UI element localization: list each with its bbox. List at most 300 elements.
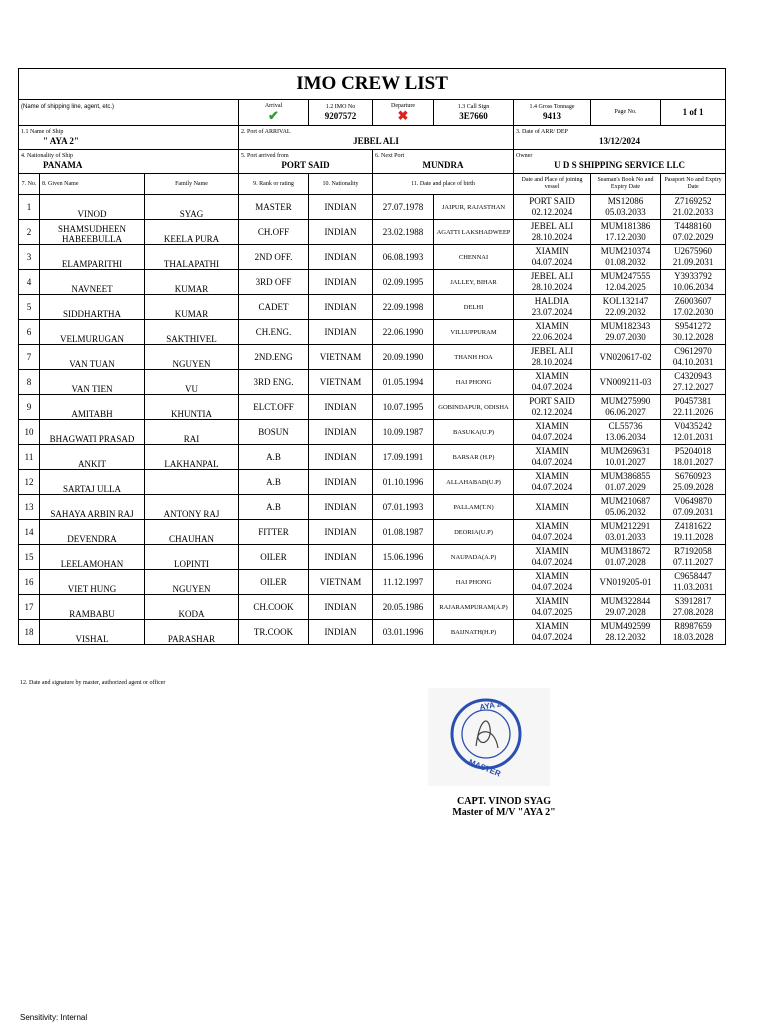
shipping-line-cell: [19, 100, 239, 126]
crew-passport-no: V0649870: [674, 496, 713, 506]
crew-passport: [661, 495, 726, 520]
crew-dob: [373, 595, 434, 620]
crew-no: [19, 595, 40, 620]
crew-seaman-book: [591, 245, 661, 270]
crew-joining: [514, 620, 591, 645]
crew-no-value: 10: [24, 427, 34, 437]
crew-pob-value: BARSAR (H.P): [452, 453, 495, 461]
crew-rank: [239, 345, 309, 370]
crew-nationality-value: INDIAN: [324, 477, 357, 487]
owner-cell: [514, 150, 726, 174]
crew-passport-exp: 22.11.2026: [672, 407, 714, 417]
nationality-value: PANAMA: [43, 159, 83, 170]
crew-seaman-exp: 06.06.2027: [605, 407, 646, 417]
crew-row: [19, 270, 726, 295]
crew-dob-value: 27.07.1978: [382, 202, 424, 212]
crew-join-place: XIAMIN: [535, 446, 569, 456]
crew-no-value: 18: [24, 627, 34, 637]
crew-family-name: [145, 220, 239, 245]
crew-seaman-exp: 05.03.2033: [605, 207, 646, 217]
crew-passport: [661, 395, 726, 420]
crew-family-name-value: VU: [185, 384, 198, 394]
crew-pob: [434, 445, 514, 470]
crew-seaman-no: VN009211-03: [599, 376, 652, 387]
crew-nationality-value: INDIAN: [324, 402, 357, 412]
crew-family-name-value: LAKHANPAL: [164, 459, 219, 469]
crew-given-name: [40, 345, 145, 370]
crew-family-name: [145, 570, 239, 595]
crew-nationality-value: VIETNAM: [319, 577, 362, 587]
arrival-label: Arrival: [264, 103, 283, 109]
crew-seaman-no: MUM322844: [600, 596, 651, 606]
page-no-value: 1 of 1: [682, 107, 704, 117]
crew-joining: [514, 195, 591, 220]
crew-rank: [239, 370, 309, 395]
crew-passport-no: P0457381: [674, 396, 712, 406]
crew-nationality: [309, 495, 373, 520]
column-header-family: Family Name: [145, 174, 239, 195]
crew-family-name: [145, 495, 239, 520]
crew-no: [19, 270, 40, 295]
crew-dob: [373, 445, 434, 470]
crew-dob: [373, 195, 434, 220]
crew-seaman-exp: 29.07.2030: [605, 332, 646, 342]
crew-join-date: 23.07.2024: [531, 307, 573, 317]
crew-joining: [514, 220, 591, 245]
crew-nationality-value: INDIAN: [324, 277, 357, 287]
crew-given-name-value: SHAMSUDHEEN HABEEBULLA: [57, 224, 126, 244]
crew-given-name: [40, 495, 145, 520]
crew-seaman-no: MUM210374: [600, 246, 651, 256]
crew-pob: [434, 620, 514, 645]
crew-seaman-book: [591, 370, 661, 395]
crew-given-name-value: VAN TIEN: [71, 384, 113, 394]
column-header-birth: 11. Date and place of birth: [373, 174, 514, 195]
crew-passport: [661, 545, 726, 570]
crew-pob-value: VILLUPPURAM: [450, 328, 497, 336]
crew-seaman-no: MUM182343: [600, 321, 651, 331]
crew-given-name-value: VAN TUAN: [69, 359, 115, 369]
crew-seaman-book: [591, 320, 661, 345]
crew-list-document: [18, 68, 725, 645]
crew-no-value: 11: [24, 452, 34, 462]
crew-row: [19, 220, 726, 245]
crew-dob: [373, 545, 434, 570]
owner-value: U D S SHIPPING SERVICE LLC: [554, 159, 686, 170]
crew-nationality: [309, 520, 373, 545]
column-header-no: 7. No.: [19, 174, 40, 195]
crew-family-name: [145, 195, 239, 220]
master-stamp-seal: [428, 688, 550, 786]
crew-rank-value: CH.OFF: [257, 227, 290, 237]
crew-dob: [373, 320, 434, 345]
crew-row: [19, 320, 726, 345]
crew-pob: [434, 320, 514, 345]
crew-pob: [434, 220, 514, 245]
port-arrival-value: JEBEL ALI: [353, 135, 399, 146]
crew-rank: [239, 545, 309, 570]
crew-nationality: [309, 245, 373, 270]
crew-family-name: [145, 320, 239, 345]
crew-passport: [661, 195, 726, 220]
ship-name-cell: [19, 126, 239, 150]
crew-join-date: 04.07.2024: [531, 632, 573, 642]
next-port-label: 6. Next Port: [375, 152, 405, 159]
crew-dob: [373, 420, 434, 445]
crew-family-name-value: RAI: [183, 434, 200, 444]
crew-pob: [434, 270, 514, 295]
crew-seaman-exp: 22.09.2032: [605, 307, 646, 317]
crew-row: [19, 195, 726, 220]
crew-dob: [373, 495, 434, 520]
call-sign-value: 3E7660: [459, 110, 488, 121]
crew-dob-value: 01.10.1996: [382, 477, 424, 487]
crew-seaman-no: MUM275990: [600, 396, 651, 406]
crew-dob-value: 07.01.1993: [382, 502, 424, 512]
crew-dob-value: 10.09.1987: [382, 427, 424, 437]
crew-join-place: XIAMIN: [535, 501, 569, 512]
port-arrival-cell: [239, 126, 514, 150]
crew-family-name: [145, 295, 239, 320]
crew-seaman-exp: 28.12.2032: [605, 632, 646, 642]
crew-nationality: [309, 270, 373, 295]
crew-seaman-no: MUM492599: [600, 621, 651, 631]
crew-rank-value: TR.COOK: [253, 627, 294, 637]
crew-dob-value: 20.09.1990: [382, 352, 424, 362]
crew-joining: [514, 595, 591, 620]
crew-family-name: [145, 520, 239, 545]
crew-given-name-value: VISHAL: [75, 634, 109, 644]
crew-family-name: [145, 545, 239, 570]
crew-seaman-no: VN020617-02: [599, 351, 652, 362]
crew-pob: [434, 545, 514, 570]
crew-rank: [239, 570, 309, 595]
crew-seaman-book: [591, 545, 661, 570]
crew-join-date: 04.07.2024: [531, 432, 573, 442]
crew-passport: [661, 520, 726, 545]
crew-rank-value: 2ND OFF.: [254, 252, 293, 262]
nationality-label: 4. Nationality of Ship: [21, 152, 73, 159]
crew-pob-value: NAUPADA(A.P): [450, 553, 497, 561]
crew-given-name: [40, 570, 145, 595]
crew-given-name-value: VIET HUNG: [67, 584, 117, 594]
crew-row: [19, 470, 726, 495]
crew-seaman-book: [591, 495, 661, 520]
crew-no-value: 14: [24, 527, 34, 537]
crew-no-value: 7: [26, 352, 32, 362]
crew-family-name: [145, 370, 239, 395]
crew-nationality-value: INDIAN: [324, 227, 357, 237]
crew-family-name-value: PARASHAR: [167, 634, 216, 644]
crew-nationality-value: INDIAN: [324, 427, 357, 437]
crew-join-place: JEBEL ALI: [530, 346, 574, 356]
crew-dob-value: 01.08.1987: [382, 527, 424, 537]
crew-passport: [661, 320, 726, 345]
crew-family-name: [145, 595, 239, 620]
crew-nationality: [309, 220, 373, 245]
crew-dob-value: 03.01.1996: [382, 627, 424, 637]
crew-pob: [434, 570, 514, 595]
crew-seaman-no: MS12086: [607, 196, 644, 206]
crew-row: [19, 370, 726, 395]
owner-label: Owner: [516, 152, 533, 159]
crew-dob: [373, 620, 434, 645]
crew-joining: [514, 420, 591, 445]
crew-join-date: 04.07.2024: [531, 482, 573, 492]
crew-passport-no: R8987659: [674, 621, 712, 631]
crew-join-place: JEBEL ALI: [530, 221, 574, 231]
page-no-label: Page No.: [614, 109, 637, 115]
crew-given-name: [40, 395, 145, 420]
crew-row: [19, 445, 726, 470]
crew-given-name: [40, 445, 145, 470]
call-sign-cell: [434, 100, 514, 126]
signature-note: 12. Date and signature by master, authorized agent or officer: [20, 680, 166, 686]
crew-given-name-value: VELMURUGAN: [60, 334, 124, 344]
crew-rank-value: A.B: [266, 502, 281, 512]
crew-join-place: XIAMIN: [535, 521, 569, 531]
gross-tonnage-value: 9413: [543, 110, 561, 121]
crew-passport-exp: 17.02.2030: [672, 307, 714, 317]
crew-passport: [661, 345, 726, 370]
crew-no: [19, 520, 40, 545]
crew-join-place: XIAMIN: [535, 596, 569, 606]
crew-seaman-no: MUM269631: [600, 446, 651, 456]
crew-pob-value: DELHI: [463, 303, 484, 311]
crew-seaman-book: [591, 270, 661, 295]
crew-no: [19, 345, 40, 370]
crew-family-name-value: SYAG: [179, 209, 204, 219]
crew-passport-exp: 27.08.2028: [672, 607, 714, 617]
crew-passport: [661, 620, 726, 645]
crew-passport: [661, 420, 726, 445]
crew-no: [19, 195, 40, 220]
crew-no-value: 2: [26, 227, 32, 237]
crew-dob-value: 17.09.1991: [382, 452, 424, 462]
crew-dob-value: 10.07.1995: [382, 402, 424, 412]
crew-no-value: 5: [26, 302, 32, 312]
crew-passport-exp: 27.12.2027: [672, 382, 714, 392]
stamp-text-top: AYA 2: [478, 699, 502, 712]
crew-joining: [514, 320, 591, 345]
crew-passport: [661, 220, 726, 245]
crew-rank: [239, 520, 309, 545]
crew-joining: [514, 545, 591, 570]
date-label: 3. Date of ARR/ DEP: [516, 128, 568, 135]
crew-rank-value: A.B: [266, 477, 281, 487]
crew-pob: [434, 345, 514, 370]
crew-passport-no: U2675960: [674, 246, 713, 256]
crew-no-value: 12: [24, 477, 34, 487]
crew-join-place: JEBEL ALI: [530, 271, 574, 281]
crew-row: [19, 420, 726, 445]
crew-nationality: [309, 470, 373, 495]
crew-given-name: [40, 320, 145, 345]
page-no-cell: [591, 100, 661, 126]
crew-given-name-value: SAHAYA ARBIN RAJ: [50, 509, 134, 519]
crew-passport-no: Z6003607: [674, 296, 712, 306]
port-arrival-label: 2. Port of ARRIVAL: [241, 128, 291, 135]
crew-passport-no: R7192058: [674, 546, 712, 556]
crew-given-name: [40, 245, 145, 270]
crew-joining: [514, 270, 591, 295]
crew-seaman-no: VN019205-01: [599, 576, 652, 587]
crew-pob: [434, 420, 514, 445]
crew-join-place: XIAMIN: [535, 546, 569, 556]
crew-joining: [514, 445, 591, 470]
crew-given-name-value: SARTAJ ULLA: [63, 484, 121, 494]
crew-given-name-value: ELAMPARITHI: [61, 259, 123, 269]
crew-given-name: [40, 620, 145, 645]
crew-rank: [239, 395, 309, 420]
crew-given-name-value: RAMBABU: [69, 609, 115, 619]
crew-join-place: XIAMIN: [535, 371, 569, 381]
crew-family-name: [145, 620, 239, 645]
crew-rank: [239, 420, 309, 445]
ship-name-value: " AYA 2": [43, 135, 79, 146]
crew-row: [19, 570, 726, 595]
crew-join-place: HALDIA: [534, 296, 570, 306]
crew-passport: [661, 270, 726, 295]
crew-pob: [434, 470, 514, 495]
crew-join-place: XIAMIN: [535, 471, 569, 481]
crew-pob-value: HAI PHONG: [455, 378, 492, 386]
crew-pob-value: GOBINDAPUR, ODISHA: [438, 403, 509, 411]
crew-no: [19, 245, 40, 270]
crew-dob-value: 15.06.1996: [382, 552, 424, 562]
crew-no-value: 3: [26, 252, 32, 262]
crew-row: [19, 620, 726, 645]
crew-family-name-value: KHUNTIA: [171, 409, 212, 419]
crew-joining: [514, 570, 591, 595]
crew-passport-exp: 21.02.2033: [672, 207, 714, 217]
crew-nationality-value: INDIAN: [324, 452, 357, 462]
crew-dob-value: 23.02.1988: [382, 227, 424, 237]
crew-seaman-no: CL55736: [608, 421, 643, 431]
crew-pob: [434, 395, 514, 420]
crew-seaman-exp: 01.08.2032: [605, 257, 646, 267]
crew-given-name: [40, 545, 145, 570]
crew-given-name-value: DEVENDRA: [67, 534, 117, 544]
departure-cell: [373, 100, 434, 126]
crew-passport-no: C9612970: [674, 346, 712, 356]
crew-join-place: XIAMIN: [535, 246, 569, 256]
crew-seaman-exp: 05.06.2032: [605, 507, 646, 517]
crew-seaman-exp: 01.07.2029: [605, 482, 646, 492]
crew-no-value: 4: [26, 277, 32, 287]
crew-seaman-book: [591, 570, 661, 595]
date-cell: [514, 126, 726, 150]
crew-passport: [661, 245, 726, 270]
check-icon: ✔: [268, 108, 279, 123]
crew-seaman-book: [591, 295, 661, 320]
crew-rank: [239, 320, 309, 345]
crew-row: [19, 245, 726, 270]
crew-joining: [514, 370, 591, 395]
crew-passport-exp: 21.09.2031: [672, 257, 714, 267]
crew-rank: [239, 620, 309, 645]
crew-no: [19, 370, 40, 395]
crew-dob: [373, 270, 434, 295]
crew-row: [19, 520, 726, 545]
crew-seaman-book: [591, 420, 661, 445]
crew-nationality-value: INDIAN: [324, 527, 357, 537]
crew-dob: [373, 395, 434, 420]
crew-family-name-value: CHAUHAN: [169, 534, 214, 544]
crew-seaman-book: [591, 520, 661, 545]
crew-seaman-exp: 17.12.2030: [605, 232, 646, 242]
crew-given-name: [40, 295, 145, 320]
crew-joining: [514, 520, 591, 545]
crew-no: [19, 570, 40, 595]
crew-given-name-value: VINOD: [77, 209, 107, 219]
crew-given-name: [40, 520, 145, 545]
crew-seaman-exp: 03.01.2033: [605, 532, 646, 542]
crew-family-name-value: NGUYEN: [172, 584, 211, 594]
crew-joining: [514, 470, 591, 495]
crew-given-name-value: ANKIT: [78, 459, 106, 469]
gross-tonnage-label: 1.4 Gross Tonnage: [529, 103, 575, 110]
imo-cell: [309, 100, 373, 126]
crew-row: [19, 545, 726, 570]
crew-pob: [434, 370, 514, 395]
crew-join-date: 04.07.2024: [531, 457, 573, 467]
crew-passport-exp: 04.10.2031: [672, 357, 714, 367]
crew-row: [19, 595, 726, 620]
crew-passport-no: S9541272: [674, 321, 712, 331]
crew-join-place: XIAMIN: [535, 421, 569, 431]
crew-dob-value: 11.12.1997: [382, 577, 424, 587]
crew-no: [19, 420, 40, 445]
crew-pob-value: PALLAM(T.N): [453, 503, 494, 511]
crew-seaman-exp: 12.04.2025: [605, 282, 646, 292]
crew-joining: [514, 345, 591, 370]
crew-seaman-no: MUM318672: [600, 546, 651, 556]
crew-dob-value: 22.06.1990: [382, 327, 424, 337]
crew-dob-value: 01.05.1994: [382, 377, 424, 387]
crew-seaman-book: [591, 470, 661, 495]
call-sign-label: 1.3 Call Sign: [457, 103, 490, 110]
crew-seaman-no: MUM212291: [600, 521, 651, 531]
crew-passport-exp: 07.02.2029: [672, 232, 714, 242]
crew-seaman-book: [591, 220, 661, 245]
signature-scribble: [476, 721, 498, 748]
crew-no-value: 15: [24, 552, 34, 562]
crew-nationality: [309, 345, 373, 370]
crew-dob: [373, 345, 434, 370]
crew-rank-value: A.B: [266, 452, 281, 462]
port-from-label: 5. Port arrived from: [241, 152, 289, 159]
crew-given-name-value: SIDDHARTHA: [63, 309, 121, 319]
crew-rank-value: OILER: [260, 552, 287, 562]
port-from-cell: [239, 150, 373, 174]
crew-row: [19, 395, 726, 420]
ship-name-label: 1.1 Name of Ship: [21, 128, 64, 135]
crew-nationality: [309, 320, 373, 345]
crew-seaman-book: [591, 595, 661, 620]
crew-nationality: [309, 395, 373, 420]
crew-nationality-value: INDIAN: [324, 552, 357, 562]
crew-given-name-value: NAVNEET: [71, 284, 113, 294]
crew-pob: [434, 195, 514, 220]
crew-family-name-value: LOPINTI: [174, 559, 209, 569]
crew-seaman-no: KOL132147: [602, 296, 649, 306]
crew-given-name: [40, 270, 145, 295]
crew-pob: [434, 595, 514, 620]
crew-no-value: 8: [26, 377, 32, 387]
crew-pob-value: ALLAHABAD(U.P): [446, 478, 501, 486]
crew-row: [19, 345, 726, 370]
